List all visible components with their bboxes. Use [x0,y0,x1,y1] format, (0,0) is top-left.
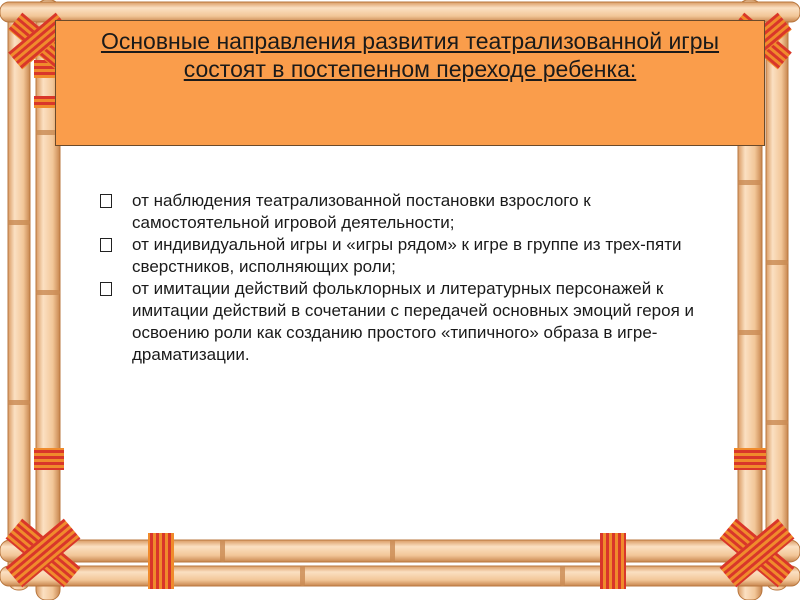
missing-glyph-box-icon [100,282,112,296]
bullet-list [88,190,728,366]
missing-glyph-box-icon [100,238,112,252]
list-item [88,234,728,278]
list-item [88,190,728,234]
top-bamboo-pole [0,2,800,22]
bullet-text: от имитации действий фольклорных и литературных персонажей к имитации действий в сочетании с передачей основных эмоций героя и освоению роли как созданию простого «типичного» образа в игре-драматизации. [132,279,695,364]
bullet-text: от индивидуальной игры и «игры рядом» к игре в группе из трех-пяти сверстников, исполняющих роли; [132,235,682,276]
left-bamboo-poles [8,0,60,600]
title-box [55,20,765,146]
bullet-text: от наблюдения театрализованной постановки взрослого к самостоятельной игровой деятельности; [132,191,591,232]
slide-title: Основные направления развития театрализованной игры состоят в постепенном переходе ребенка: [100,28,720,82]
missing-glyph-box-icon [100,194,112,208]
bottom-bamboo-poles [0,540,800,586]
list-item [88,278,728,366]
